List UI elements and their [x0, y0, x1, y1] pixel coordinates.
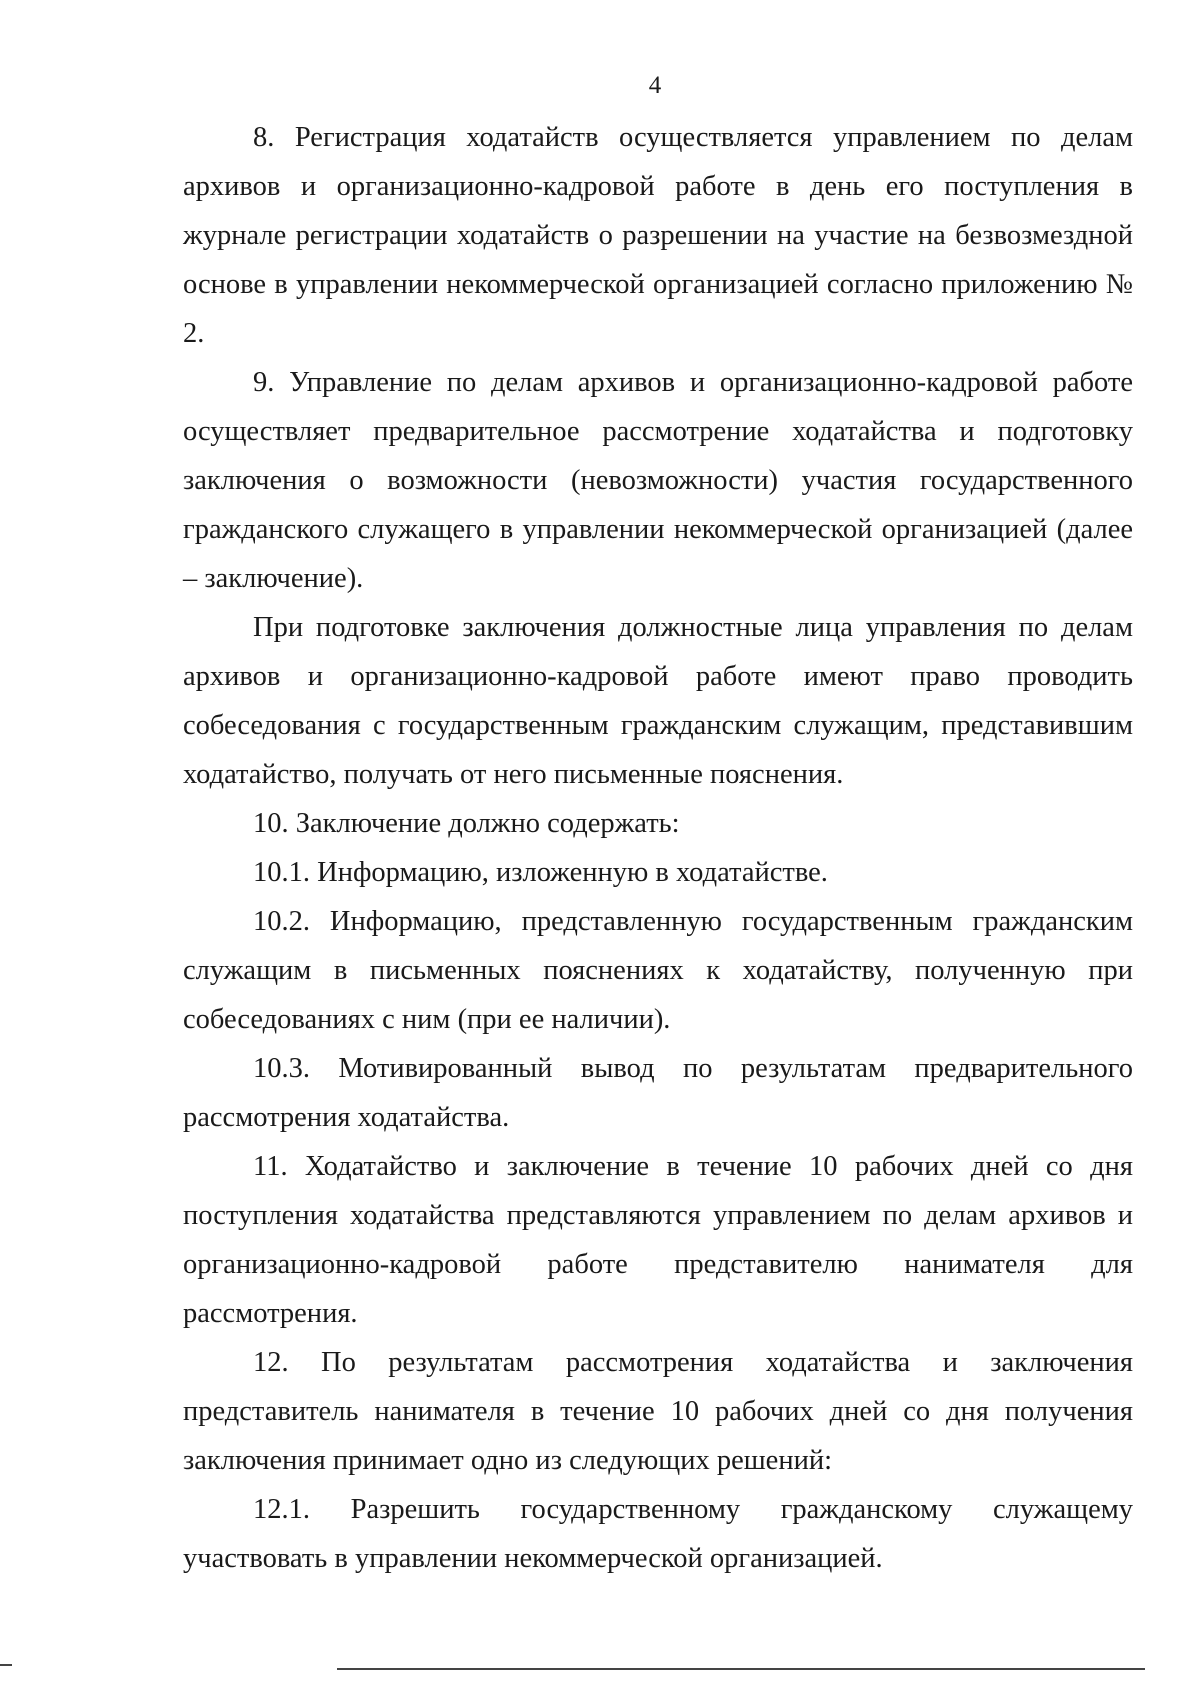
- paragraph-11: 11. Ходатайство и заключение в течение 10 рабочих дней со дня поступления ходатайства представляются управлением по делам архивов и организационно-кадровой работе представителю нанимателя для рассмотрения.: [183, 1151, 1133, 1329]
- paragraph-10-1: 10.1. Информацию, изложенную в ходатайстве.: [253, 857, 828, 888]
- paragraph-10-2: 10.2. Информацию, представленную государственным гражданским служащим в письменных пояснениях к ходатайству, полученную при собеседованиях с ним (при ее наличии).: [183, 906, 1133, 1035]
- document-body: [183, 113, 1133, 1583]
- paragraph-9-continuation: При подготовке заключения должностные лица управления по делам архивов и организационно-кадровой работе имеют право проводить собеседования с государственным гражданским служащим, представившим ходатайство, получать от него письменные пояснения.: [183, 612, 1133, 790]
- paragraph-9: 9. Управление по делам архивов и организационно-кадровой работе осуществляет предварительное рассмотрение ходатайства и подготовку заключения о возможности (невозможности) участия государственного гражданского служащего в управлении некоммерческой организацией (далее – заключение).: [183, 367, 1133, 594]
- paragraph-12: 12. По результатам рассмотрения ходатайства и заключения представитель нанимателя в течение 10 рабочих дней со дня получения заключения принимает одно из следующих решений:: [183, 1347, 1133, 1476]
- page-number: 4: [648, 72, 662, 99]
- paragraph-10: 10. Заключение должно содержать:: [253, 808, 680, 839]
- bottom-rule: [337, 1668, 1145, 1670]
- margin-mark: [0, 1664, 12, 1666]
- paragraph-10-3: 10.3. Мотивированный вывод по результатам предварительного рассмотрения ходатайства.: [183, 1053, 1133, 1133]
- paragraph-12-1: 12.1. Разрешить государственному гражданскому служащему участвовать в управлении некоммерческой организацией.: [183, 1494, 1133, 1574]
- paragraph-8: 8. Регистрация ходатайств осуществляется управлением по делам архивов и организационно-кадровой работе в день его поступления в журнале регистрации ходатайств о разрешении на участие на безвозмездной основе в управлении некоммерческой организацией согласно приложению № 2.: [183, 122, 1133, 349]
